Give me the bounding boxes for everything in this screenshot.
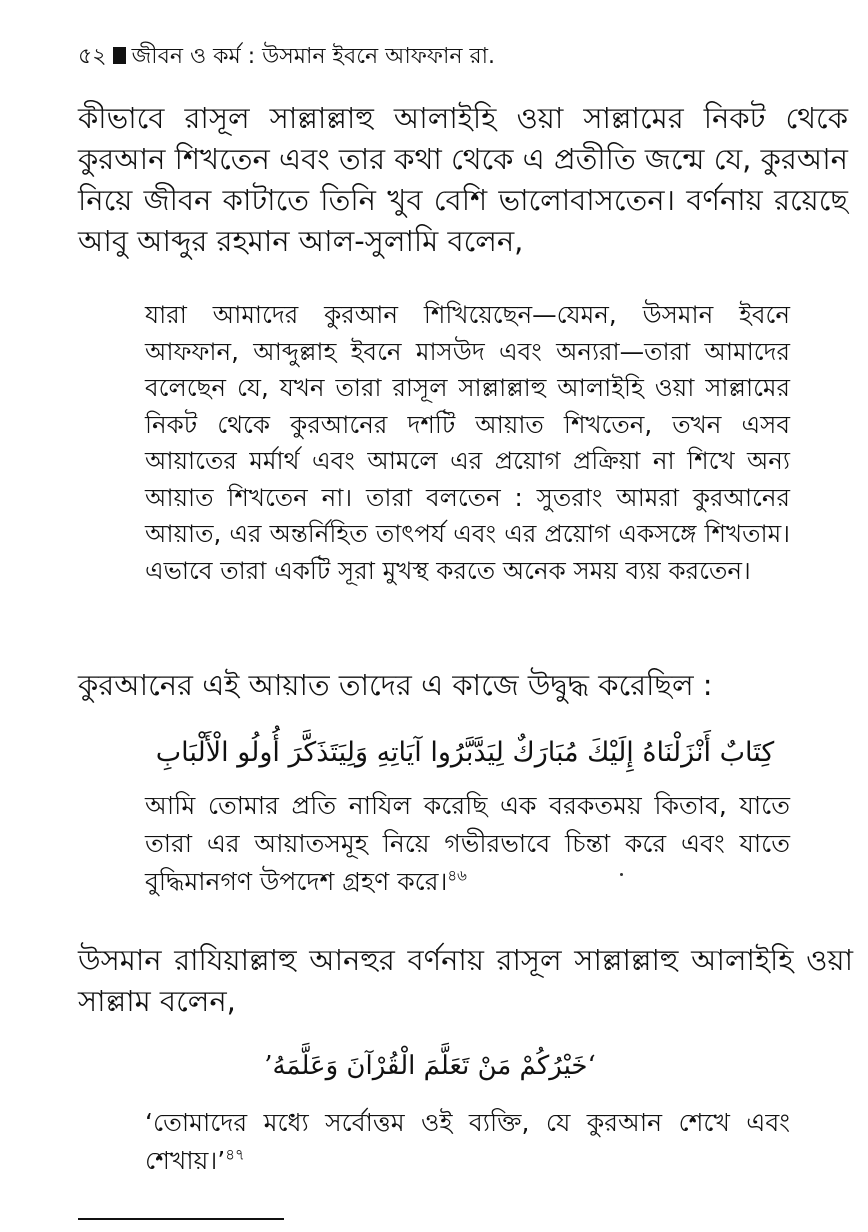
footnote-marker-47: ৪৭ <box>225 1145 245 1164</box>
running-header <box>78 42 495 72</box>
running-title: জীবন ও কর্ম : উসমান ইবনে আফফান রা. <box>131 44 495 69</box>
verse-translation <box>145 787 790 901</box>
hadith-translation-text: ‘তোমাদের মধ্যে সর্বোত্তম ওই ব্যক্তি, যে কুরআন শেখে এবং শেখায়।’ <box>145 1108 790 1175</box>
block-quote: যারা আমাদের কুরআন শিখিয়েছেন—যেমন, উসমান ইবনে আফফান, আব্দুল্লাহ ইবনে মাসউদ এবং অন্যরা—তারা আমাদের বলেছেন যে, যখন তারা রাসূল সাল্লাল্লাহু আলাইহি ওয়া সাল্লামের নিকট থেকে কুরআনের দশটি আয়াত শিখতেন, তখন এসব আয়াতের মর্মার্থ এবং আমলে এর প্রয়োগ প্রক্রিয়া না শিখে অন্য আয়াত শিখতেন না। তারা বলতেন : সুতরাং আমরা কুরআনের আয়াত, এর অন্তর্নিহিত তাৎপর্য এবং এর প্রয়োগ একসঙ্গে শিখতাম। এভাবে তারা একটি সূরা মুখস্থ করতে অনেক সময় ব্যয় করতেন। <box>145 300 790 585</box>
separator-square-icon <box>113 47 126 64</box>
footnote-marker-46: ৪৬ <box>447 866 467 885</box>
page-number: ৫২ <box>78 44 107 69</box>
arabic-quran-verse: كِتَابٌ أَنْزَلْنَاهُ إِلَيْكَ مُبَارَكٌ لِيَدَّبَّرُوا آيَاتِهِ وَلِيَتَذَكَّرَ أُولُو الْأَلْبَابِ <box>155 737 775 768</box>
verse-translation-text: আমি তোমার প্রতি নাযিল করেছি এক বরকতময় কিতাব, যাতে তারা এর আয়াতসমূহ নিয়ে গভীরভাবে চিন্তা করে এবং যাতে বুদ্ধিমানগণ উপদেশ গ্রহণ করে। <box>145 791 790 896</box>
footnote-divider <box>78 1218 284 1220</box>
hadith-translation <box>145 1104 790 1180</box>
motivation-line: কুরআনের এই আয়াত তাদের এ কাজে উদ্বুদ্ধ করেছিল : <box>78 668 713 702</box>
print-speck <box>620 873 623 876</box>
hadith-intro: উসমান রাযিয়াল্লাহু আনহুর বর্ণনায় রাসূল সাল্লাল্লাহু আলাইহি ওয়া সাল্লাম বলেন, <box>78 943 853 1018</box>
arabic-hadith: ‘خَيْرُكُمْ مَنْ تَعَلَّمَ الْقُرْآنَ وَعَلَّمَهُ’ <box>264 1051 596 1081</box>
intro-paragraph: কীভাবে রাসূল সাল্লাল্লাহু আলাইহি ওয়া সাল্লামের নিকট থেকে কুরআন শিখতেন এবং তার কথা থেকে এ প্রতীতি জন্মে যে, কুরআন নিয়ে জীবন কাটাতে তিনি খুব বেশি ভালোবাসতেন। বর্ণনায় রয়েছে আবু আব্দুর রহমান আল-সুলামি বলেন, <box>78 101 848 258</box>
